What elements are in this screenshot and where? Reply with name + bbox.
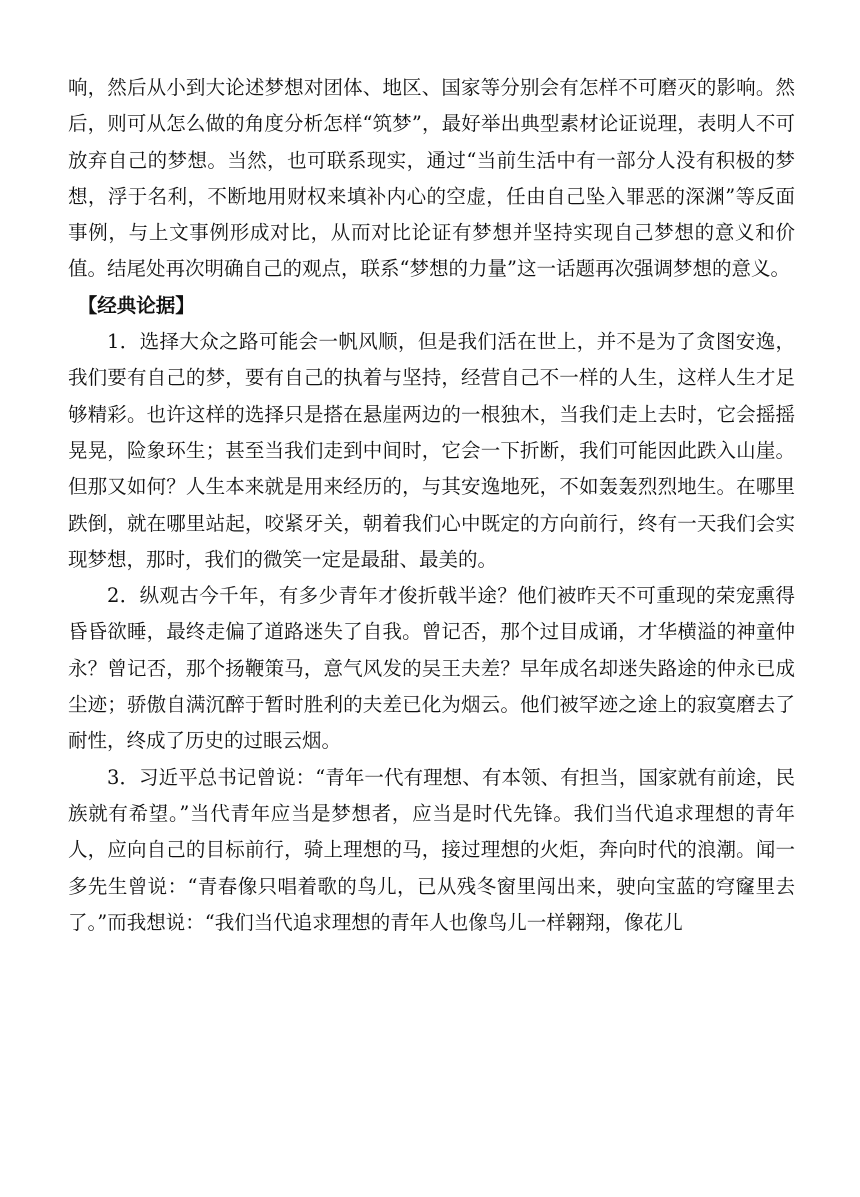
argument-paragraph-1: 1．选择大众之路可能会一帆风顺，但是我们活在世上，并不是为了贪图安逸，我们要有自己的梦，要有自己的执着与坚持，经营自己不一样的人生，这样人生才足够精彩。也许这样的选择只是搭在悬崖两边的一根独木，当我们走上去时，它会摇摇晃晃，险象环生；甚至当我们走到中间时，它会一下折断，我们可能因此跌入山崖。但那又如何？人生本来就是用来经历的，与其安逸地死，不如轰轰烈烈地生。在哪里跌倒，就在哪里站起，咬紧牙关，朝着我们心中既定的方向前行，终有一天我们会实现梦想，那时，我们的微笑一定是最甜、最美的。 xyxy=(68,330,795,571)
argument-paragraph-2: 2．纵观古今千年，有多少青年才俊折戟半途？他们被昨天不可重现的荣宠熏得昏昏欲睡，最终走偏了道路迷失了自我。曾记否，那个过目成诵，才华横溢的神童仲永？曾记否，那个扬鞭策马，意气风发的吴王夫差？早年成名却迷失路途的仲永已成尘迹；骄傲自满沉醉于暂时胜利的夫差已化为烟云。他们被罕迹之途上的寂寞磨去了耐性，终成了历史的过眼云烟。 xyxy=(68,584,795,753)
intro-paragraph: 响，然后从小到大论述梦想对团体、地区、国家等分别会有怎样不可磨灭的影响。然后，则可从怎么做的角度分析怎样“筑梦”，最好举出典型素材论证说理，表明人不可放弃自己的梦想。当然，也可联系现实，通过“当前生活中有一部分人没有积极的梦想，浮于名利，不断地用财权来填补内心的空虚，任由自己坠入罪恶的深渊”等反面事例，与上文事例形成对比，从而对比论证有梦想并坚持实现自己梦想的意义和价值。结尾处再次明确自己的观点，联系“梦想的力量”这一话题再次强调梦想的意义。 xyxy=(68,76,795,281)
document-page xyxy=(68,70,795,941)
argument-paragraph-3: 3．习近平总书记曾说：“青年一代有理想、有本领、有担当，国家就有前途，民族就有希望。”当代青年应当是梦想者，应当是时代先锋。我们当代追求理想的青年人，应向自己的目标前行，骑上理想的马，接过理想的火炬，奔向时代的浪潮。闻一多先生曾说：“青春像只唱着歌的鸟儿，已从残冬窗里闯出来，驶向宝蓝的穹窿里去了。”而我想说：“我们当代追求理想的青年人也像鸟儿一样翱翔，像花儿 xyxy=(68,765,795,934)
section-heading: 【经典论据】 xyxy=(77,293,195,317)
